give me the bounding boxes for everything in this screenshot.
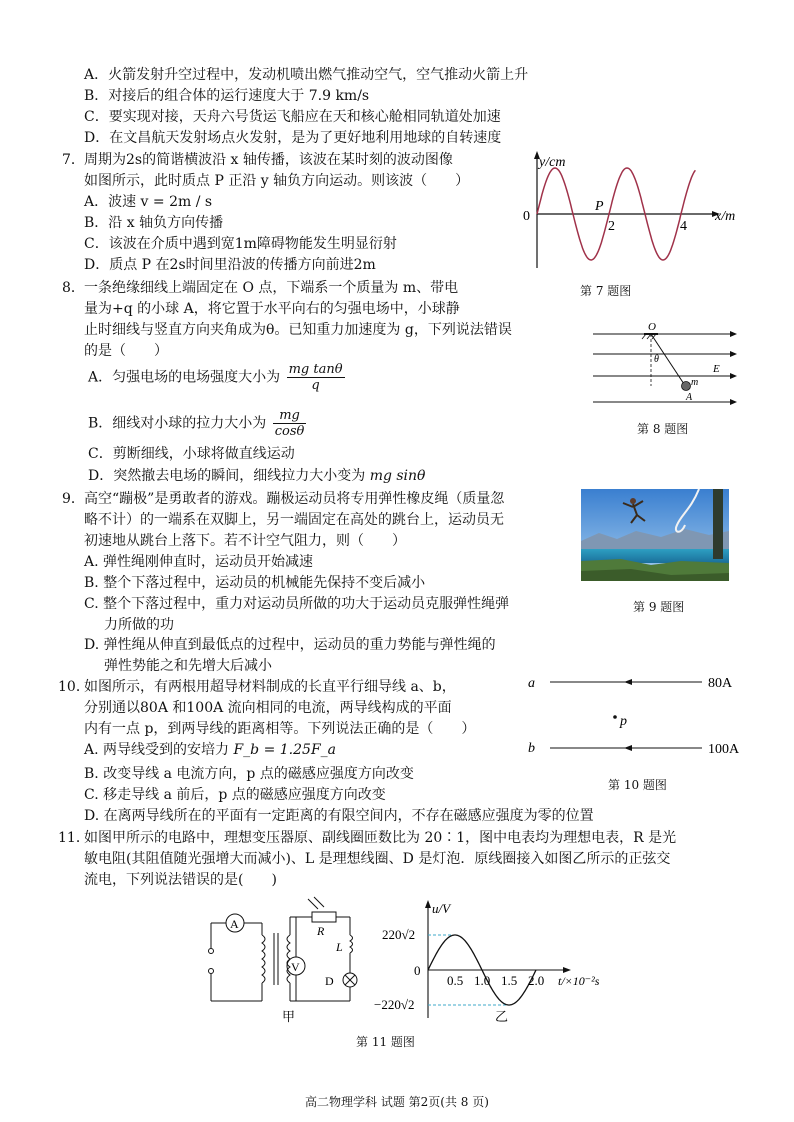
q10-current-a: 80A [708, 676, 733, 691]
q8-label-m: m [691, 377, 699, 388]
q8-label-e: E [713, 363, 720, 375]
q7-option-b: B．沿 x 轴负方向传播 [84, 215, 224, 231]
q7-option-a: A．波速 v = 2m / s [84, 194, 213, 210]
q11-voltmeter-label: V [291, 960, 300, 974]
q10-option-b: B. 改变导线 a 电流方向，p 点的磁感应强度方向改变 [84, 766, 414, 782]
q7-tick-4: 4 [680, 219, 687, 234]
q9-option-c: C. 整个下落过程中，重力对运动员所做的功大于运动员克服弹性绳弹 [84, 596, 510, 612]
q11-label-l: L [336, 940, 343, 954]
q11-primary-coil [262, 935, 265, 983]
q11-terminal-top [209, 949, 214, 954]
q8-stem-line4: 的是（ ） [84, 343, 168, 359]
q9-photo-art [581, 489, 729, 581]
q9-bungee-photo [581, 489, 729, 581]
q11-t-label: t/×10⁻²s [558, 974, 600, 988]
q9-caption: 第 9 题图 [633, 600, 685, 614]
q8-label-theta: θ [654, 354, 659, 365]
q8-option-b-fraction [273, 408, 307, 439]
q11-tick-0-5: 0.5 [447, 973, 464, 988]
q10-option-a [84, 741, 336, 760]
q11-tick-1-0: 1.0 [474, 973, 491, 988]
q11-label-r: R [317, 924, 325, 938]
q9-stem-line1: 高空“蹦极”是勇敢者的游戏。蹦极运动员将专用弹性橡皮绳（质量忽 [84, 491, 505, 507]
q11-terminal-bottom [209, 969, 214, 974]
q10-stem-line2: 分别通以80A 和100A 流向相同的电流，两导线构成的平面 [84, 700, 452, 716]
q10-option-d: D. 在离两导线所在的平面有一定距离的有限空间内，不存在磁感应强度为零的位置 [84, 808, 594, 824]
q8-option-d [88, 467, 425, 486]
q9-platform [713, 489, 723, 559]
q10-option-c: C. 移走导线 a 前后，p 点的磁感应强度方向改变 [84, 787, 386, 803]
q10-option-a-expr: F_b = 1.25F_a [233, 742, 337, 758]
q7-y-label: y/cm [539, 155, 566, 170]
q8-label-o: O [648, 321, 656, 333]
q7-x-label: x/m [715, 209, 736, 224]
q7-option-d: D．质点 P 在2s时间里沿波的传播方向前进2m [84, 257, 376, 273]
q11-u-label: u/V [432, 901, 451, 916]
q9-number: 9． [62, 491, 85, 507]
q6-option-c: C．要实现对接，天舟六号货运飞船应在天和核心舱相同轨道处加速 [84, 109, 501, 125]
q7-number: 7． [62, 152, 85, 168]
q9-option-d: D. 弹性绳从伸直到最低点的过程中，运动员的重力势能与弹性绳的 [84, 637, 496, 653]
q11-t-arrow [563, 967, 571, 973]
q9-stem-line2: 略不计）的一端系在双脚上，另一端固定在高处的跳台上，运动员无 [84, 512, 504, 528]
q9-stem-line3: 初速地从跳台上落下。若不计空气阻力，则（ ） [84, 533, 406, 549]
q10-point-p [613, 715, 617, 719]
q8-field-arrow-3 [730, 373, 737, 379]
q11-inductor-l [350, 935, 353, 953]
q6-option-d: D．在文昌航天发射场点火发射，是为了更好地利用地球的自转速度 [84, 130, 502, 146]
q8-caption: 第 8 题图 [637, 422, 689, 436]
q11-ammeter-label: A [230, 917, 239, 931]
q8-field-arrow-2 [730, 351, 737, 357]
q11-u-arrow [425, 900, 431, 908]
q8-option-b-denominator: cosθ [274, 424, 305, 439]
q8-option-b-text: B．细线对小球的拉力大小为 [88, 415, 267, 432]
q9-option-d-cont: 弹性势能之和先增大后减小 [104, 658, 272, 674]
q10-option-a-text: A. 两导线受到的安培力 [84, 742, 230, 758]
q10-caption: 第 10 题图 [608, 778, 667, 792]
q7-wave-figure [515, 148, 765, 278]
q8-option-c: C．剪断细线，小球将做直线运动 [88, 446, 295, 462]
q10-stem-line3: 内有一点 p，到两导线的距离相等。下列说法正确的是（ ） [84, 721, 476, 737]
q7-stem-line2: 如图所示，此时质点 P 正沿 y 轴负方向运动。则该波（ ） [84, 173, 470, 189]
q10-stem-line1: 如图所示，有两根用超导材料制成的长直平行细导线 a、b， [84, 679, 456, 695]
q11-vmin-label: −220√2 [374, 997, 415, 1012]
q11-light-ray-2 [314, 897, 324, 907]
q11-resistor-r [312, 912, 336, 922]
q8-option-b-numerator: mg [273, 408, 307, 424]
q11-vmax-label: 220√2 [382, 927, 416, 942]
q11-caption: 第 11 题图 [356, 1035, 415, 1049]
q8-option-d-expr: mg sinθ [369, 468, 426, 484]
q9-jumper-head [630, 498, 636, 504]
q10-number: 10． [58, 679, 90, 695]
q8-ball [682, 382, 691, 391]
q7-point-p: P [595, 199, 604, 214]
q11-stem-line1: 如图甲所示的电路中，理想变压器原、副线圈匝数比为 20∶1，图中电表均为理想电表，R 是光 [84, 830, 677, 846]
q11-tick-1-5: 1.5 [501, 973, 518, 988]
q8-field-arrow-1 [730, 331, 737, 337]
q8-option-d-text: D．突然撤去电场的瞬间，细线拉力大小变为 [88, 468, 366, 484]
q11-voltage-figure [370, 893, 650, 1023]
q11-light-ray-1 [308, 899, 318, 909]
q8-stem-line2: 量为+q 的小球 A，将它置于水平向右的匀强电场中，小球静 [84, 301, 460, 317]
q8-label-a: A [686, 392, 693, 403]
q11-label-d: D [325, 974, 334, 988]
q8-number: 8． [62, 280, 85, 296]
q7-option-c: C．该波在介质中遇到宽1m障碍物能发生明显衍射 [84, 236, 397, 252]
q8-option-a-denominator: q [311, 378, 320, 393]
q7-tick-2: 2 [608, 219, 615, 234]
q6-option-a: A．火箭发射升空过程中，发动机喷出燃气推动空气，空气推动火箭上升 [84, 67, 529, 83]
q10-current-b: 100A [708, 742, 740, 757]
q11-circuit-figure [200, 893, 380, 1023]
q10-label-b: b [528, 741, 535, 756]
q7-origin: 0 [523, 209, 530, 224]
q10-wire-b-arrow [624, 745, 632, 751]
q7-caption: 第 7 题图 [580, 284, 632, 298]
q7-stem-line1: 周期为2s的简谐横波沿 x 轴传播，该波在某时刻的波动图像 [84, 152, 453, 168]
q9-option-c-cont: 力所做的功 [104, 617, 174, 633]
q8-stem-line1: 一条绝缘细线上端固定在 O 点，下端系一个质量为 m、带电 [84, 280, 459, 296]
q6-option-b: B．对接后的组合体的运行速度大于 7.9 km/s [84, 88, 370, 104]
q8-option-a-text: A．匀强电场的电场强度大小为 [88, 369, 281, 386]
q10-label-p: p [620, 714, 627, 729]
q11-stem-line3: 流电，下列说法错误的是( ) [84, 872, 277, 888]
page-footer: 高二物理学科 试题 第2页(共 8 页) [305, 1095, 489, 1109]
q8-option-a-numerator: mg tanθ [288, 362, 343, 377]
q10-wire-a-arrow [624, 679, 632, 685]
q9-option-a: A. 弹性绳刚伸直时，运动员开始减速 [84, 554, 314, 570]
q11-zero-label: 0 [414, 963, 421, 978]
q9-option-b: B. 整个下落过程中，运动员的机械能先保持不变后减小 [84, 575, 426, 591]
q11-tick-2-0: 2.0 [528, 973, 545, 988]
q11-secondary-coil [287, 935, 290, 983]
q11-label-yi: 乙 [495, 1009, 509, 1023]
q8-pendulum-figure [590, 318, 740, 410]
q8-stem-line3: 止时细线与竖直方向夹角成为θ。已知重力加速度为 g，下列说法错误 [84, 322, 512, 338]
q8-option-b [88, 408, 308, 439]
q8-field-arrow-4 [730, 399, 737, 405]
q11-label-jia: 甲 [282, 1009, 296, 1023]
q11-number: 11． [58, 830, 90, 846]
q8-option-a [88, 362, 347, 393]
q10-wires-figure [520, 670, 775, 762]
q11-stem-line2: 敏电阻(其阻值随光强增大而减小)、L 是理想线圈、D 是灯泡．原线圈接入如图乙所示的正弦交 [84, 851, 671, 867]
q8-option-a-fraction [287, 362, 345, 393]
q10-label-a: a [528, 676, 535, 691]
